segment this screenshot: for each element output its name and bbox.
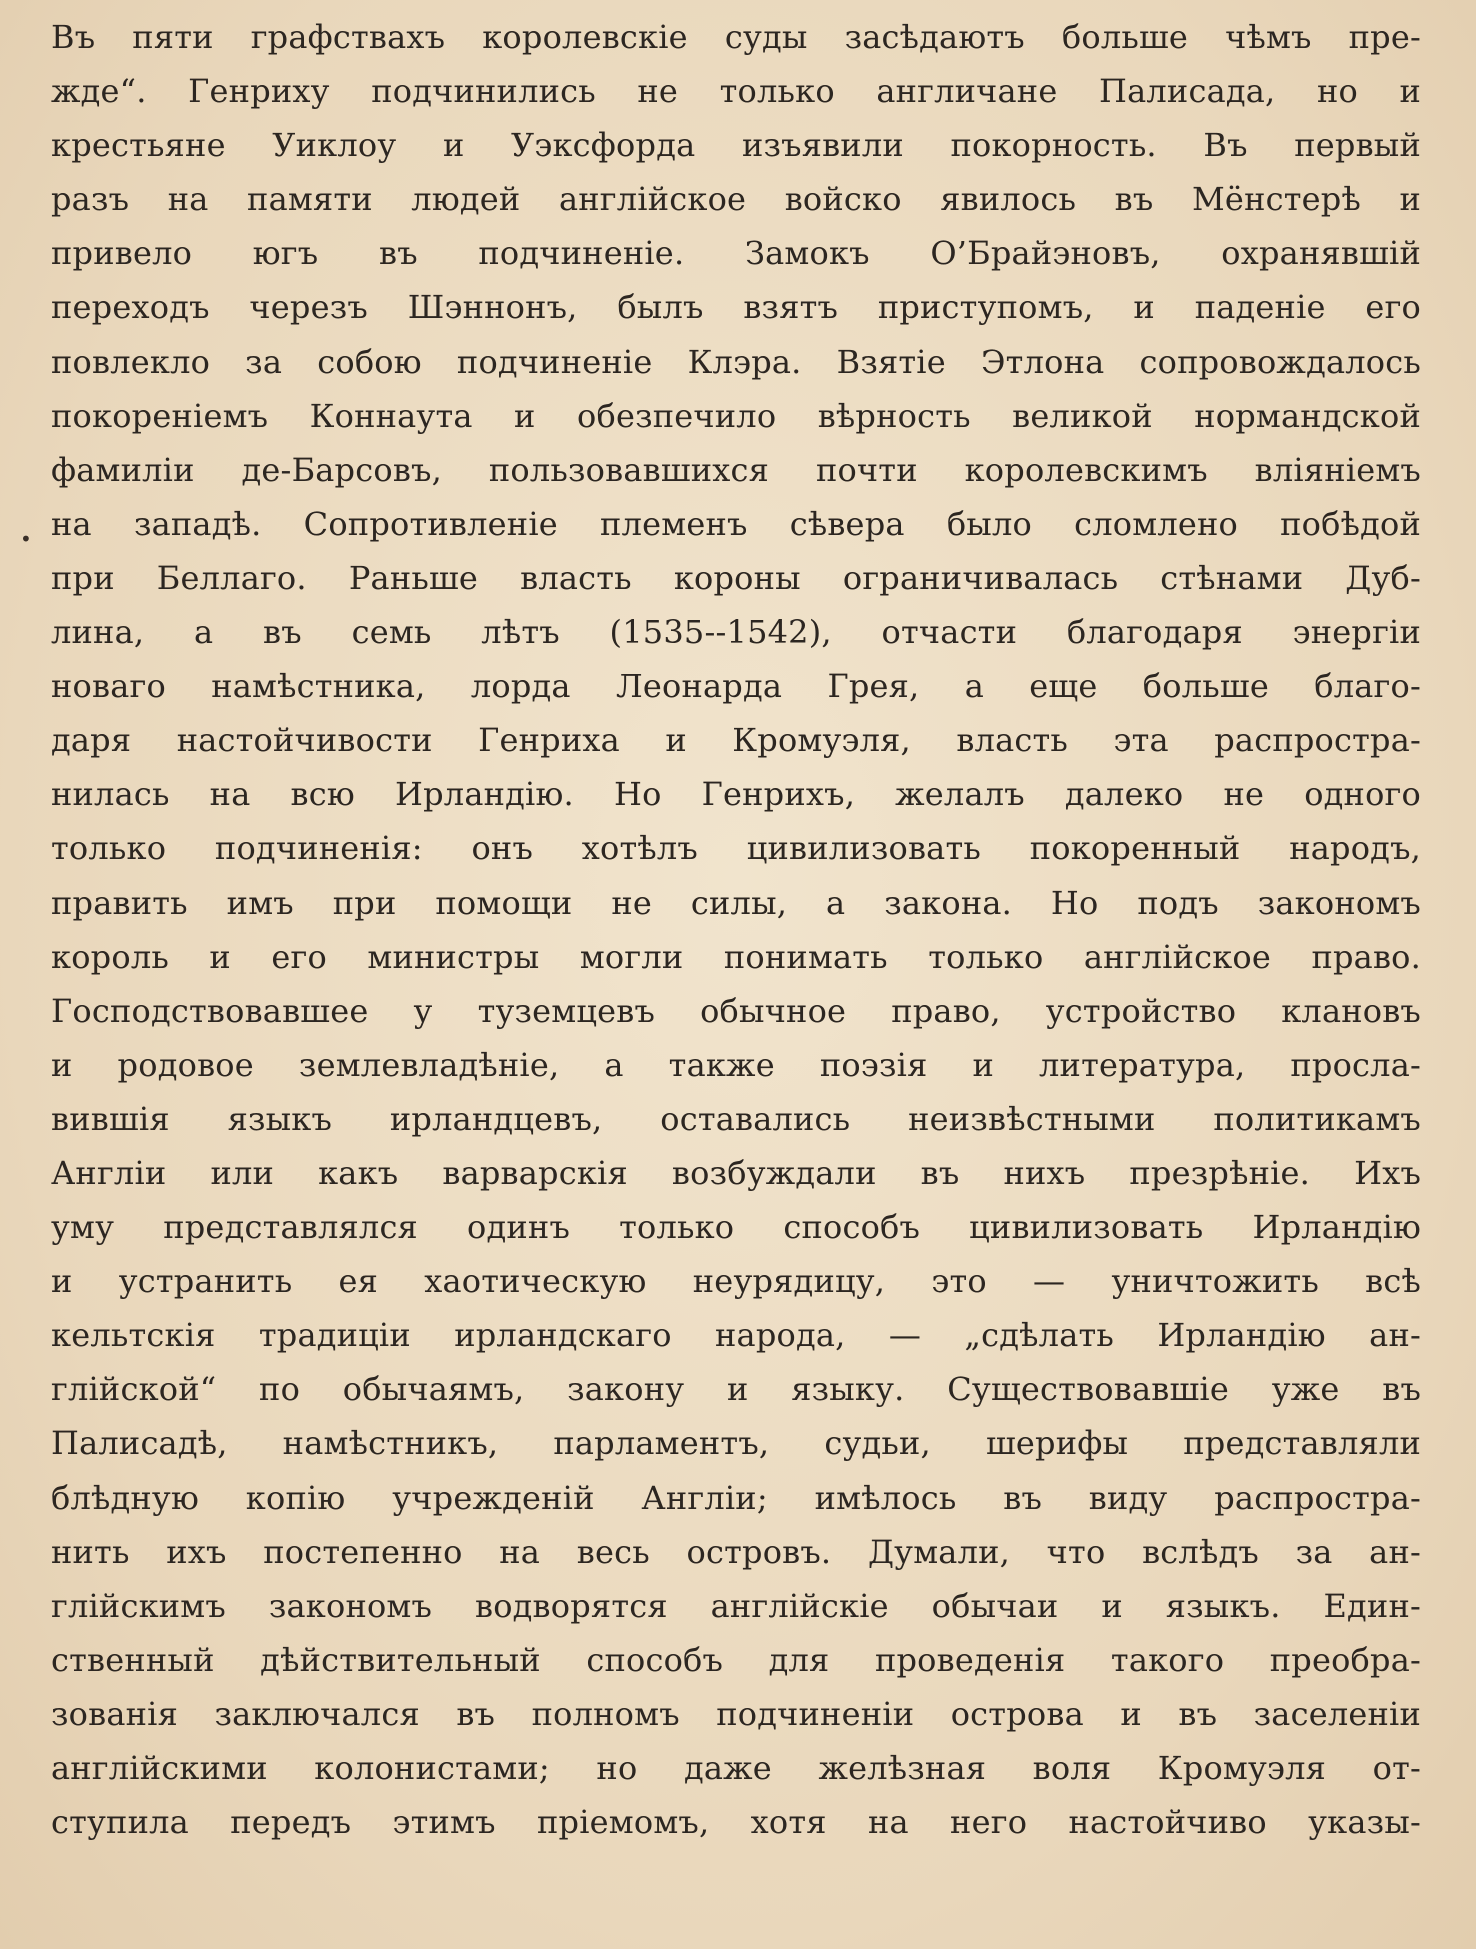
text-line: при Беллаго. Раньше власть короны ограничивалась стѣнами Дуб- bbox=[51, 558, 1421, 597]
body-text bbox=[51, 10, 1421, 1849]
text-line: зованiя заключался въ полномъ подчиненiи острова и въ заселенiи bbox=[51, 1694, 1421, 1733]
text-line: блѣдную копiю учрежденiй Англiи; имѣлось въ виду распростра- bbox=[51, 1478, 1421, 1517]
text-line: глiйской“ по обычаямъ, закону и языку. Существовавшiе уже въ bbox=[51, 1370, 1421, 1409]
text-line: Въ пяти графствахъ королевскiе суды засѣдаютъ больше чѣмъ пре- bbox=[51, 18, 1421, 56]
text-line: привело югъ въ подчиненiе. Замокъ О’Брайэновъ, охранявшiй bbox=[51, 234, 1421, 273]
text-line: новаго намѣстника, лорда Леонарда Грея, а еще больше благо- bbox=[51, 667, 1421, 706]
text-line: переходъ черезъ Шэннонъ, былъ взятъ приступомъ, и паденiе его bbox=[51, 288, 1421, 327]
text-line: кельтскiя традицiи ирландскаго народа, — „сдѣлать Ирландiю ан- bbox=[51, 1316, 1421, 1355]
text-line: даря настойчивости Генриха и Кромуэля, власть эта распростра- bbox=[51, 721, 1421, 760]
margin-dot: • bbox=[20, 527, 32, 551]
text-line: и устранить ея хаотическую неурядицу, это — уничтожить всѣ bbox=[51, 1262, 1421, 1301]
text-line: Англiи или какъ варварскiя возбуждали въ нихъ презрѣнiе. Ихъ bbox=[51, 1153, 1421, 1192]
text-line: Господствовавшее у туземцевъ обычное право, устройство клановъ bbox=[51, 991, 1421, 1030]
text-line: только подчиненiя: онъ хотѣлъ цивилизовать покоренный народъ, bbox=[51, 829, 1421, 868]
text-line: фамилiи де-Барсовъ, пользовавшихся почти королевскимъ влiянiемъ bbox=[51, 450, 1421, 489]
text-line: нить ихъ постепенно на весь островъ. Думали, что вслѣдъ за ан- bbox=[51, 1532, 1421, 1571]
text-line: ственный дѣйствительный способъ для проведенiя такого преобра- bbox=[51, 1640, 1421, 1679]
text-line: на западѣ. Сопротивленiе племенъ сѣвера было сломлено побѣдой bbox=[51, 504, 1421, 543]
text-line: разъ на памяти людей англiйское войско явилось въ Мёнстерѣ и bbox=[51, 180, 1421, 219]
text-line: крестьяне Уиклоу и Уэксфорда изъявили покорность. Въ первый bbox=[51, 126, 1421, 165]
text-line: Палисадѣ, намѣстникъ, парламентъ, судьи, шерифы представляли bbox=[51, 1424, 1421, 1463]
text-line: нилась на всю Ирландiю. Но Генрихъ, желалъ далеко не одного bbox=[51, 775, 1421, 814]
text-line: повлекло за собою подчиненiе Клэра. Взятiе Этлона сопровождалось bbox=[51, 342, 1421, 381]
text-line: ступила передъ этимъ прiемомъ, хотя на него настойчиво указы- bbox=[51, 1803, 1421, 1842]
text-line: жде“. Генриху подчинились не только англичане Палисада, но и bbox=[51, 72, 1421, 111]
text-line: и родовое землевладѣнiе, а также поэзiя и литература, просла- bbox=[51, 1045, 1421, 1084]
text-line: вившiя языкъ ирландцевъ, оставались неизвѣстными политикамъ bbox=[51, 1099, 1421, 1138]
text-line: править имъ при помощи не силы, а закона. Но подъ закономъ bbox=[51, 883, 1421, 922]
text-line: уму представлялся одинъ только способъ цивилизовать Ирландiю bbox=[51, 1208, 1421, 1247]
text-line: покоренiемъ Коннаута и обезпечило вѣрность великой нормандской bbox=[51, 396, 1421, 435]
text-line: англiйскими колонистами; но даже желѣзная воля Кромуэля от- bbox=[51, 1749, 1421, 1787]
text-line: глiйскимъ закономъ водворятся англiйскiе обычаи и языкъ. Един- bbox=[51, 1586, 1421, 1625]
text-line: лина, а въ семь лѣтъ (1535--1542), отчасти благодаря энергiи bbox=[51, 613, 1421, 652]
text-line: король и его министры могли понимать только англiйское право. bbox=[51, 937, 1421, 976]
